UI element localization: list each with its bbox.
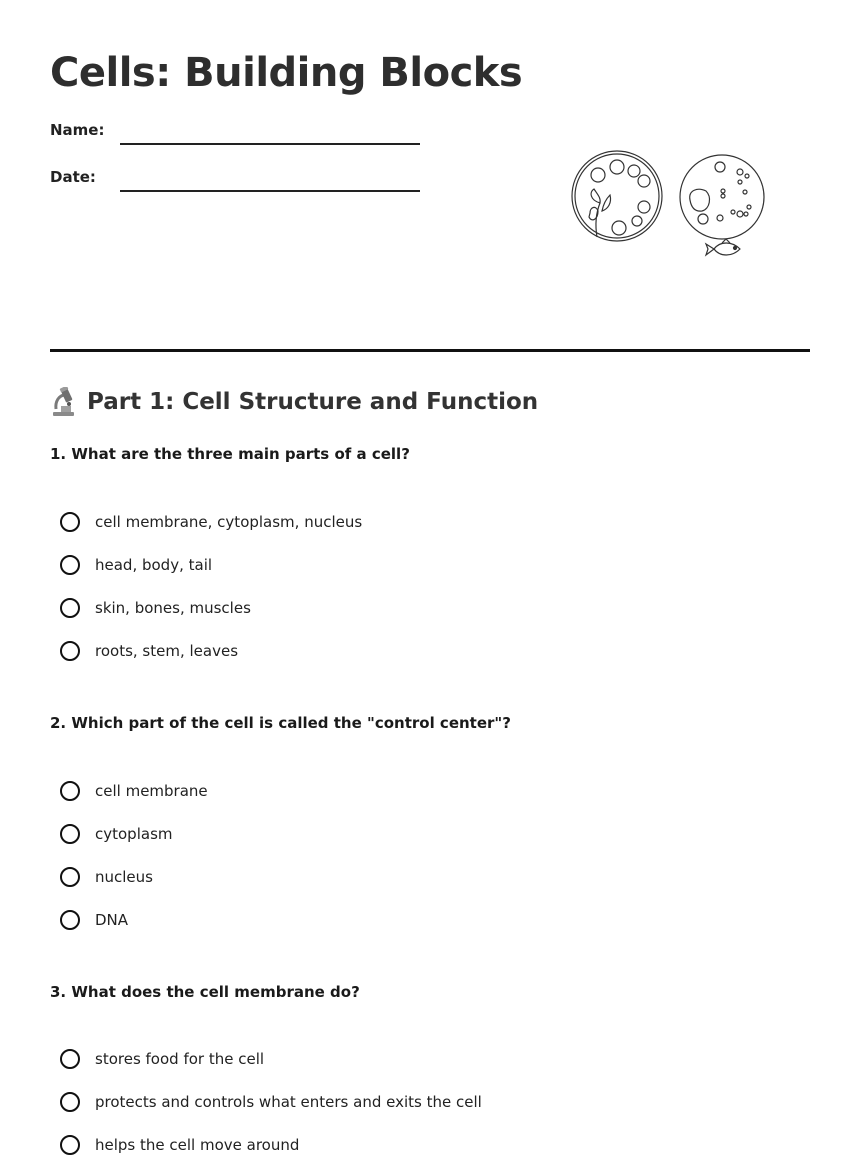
option-label: DNA	[95, 911, 129, 929]
section-heading-text: Part 1: Cell Structure and Function	[87, 389, 539, 415]
cells-illustration	[560, 145, 775, 270]
question-3: 3. What does the cell membrane do?	[50, 983, 360, 1001]
question-1: 1. What are the three main parts of a cell?	[50, 445, 410, 463]
radio-button[interactable]	[60, 555, 80, 575]
option-label: cytoplasm	[95, 825, 173, 843]
radio-button[interactable]	[60, 1092, 80, 1112]
q2-option-3[interactable]	[60, 864, 153, 890]
radio-button[interactable]	[60, 1135, 80, 1155]
radio-button[interactable]	[60, 824, 80, 844]
date-label: Date:	[50, 168, 96, 186]
section-divider	[50, 349, 810, 352]
q1-option-1[interactable]	[60, 509, 362, 535]
q3-option-1[interactable]	[60, 1046, 264, 1072]
name-field[interactable]	[120, 143, 420, 145]
q1-option-2[interactable]	[60, 552, 212, 578]
q3-option-3[interactable]	[60, 1132, 299, 1158]
radio-button[interactable]	[60, 867, 80, 887]
q2-option-1[interactable]	[60, 778, 208, 804]
q1-option-3[interactable]	[60, 595, 251, 621]
radio-button[interactable]	[60, 512, 80, 532]
option-label: cell membrane	[95, 782, 208, 800]
date-field[interactable]	[120, 190, 420, 192]
option-label: stores food for the cell	[95, 1050, 265, 1068]
radio-button[interactable]	[60, 641, 80, 661]
option-label: roots, stem, leaves	[95, 642, 239, 660]
radio-button[interactable]	[60, 910, 80, 930]
option-label: helps the cell move around	[95, 1136, 300, 1154]
q2-option-2[interactable]	[60, 821, 173, 847]
q1-option-4[interactable]	[60, 638, 238, 664]
radio-button[interactable]	[60, 1049, 80, 1069]
section-heading	[50, 387, 538, 417]
page-title: Cells: Building Blocks	[50, 50, 523, 96]
radio-button[interactable]	[60, 781, 80, 801]
radio-button[interactable]	[60, 598, 80, 618]
microscope-icon	[50, 387, 77, 417]
option-label: nucleus	[95, 868, 153, 886]
option-label: head, body, tail	[95, 556, 213, 574]
option-label: skin, bones, muscles	[95, 599, 251, 617]
option-label: cell membrane, cytoplasm, nucleus	[95, 513, 363, 531]
q2-option-4[interactable]	[60, 907, 128, 933]
q3-option-2[interactable]	[60, 1089, 482, 1115]
name-label: Name:	[50, 121, 105, 139]
question-2: 2. Which part of the cell is called the "control center"?	[50, 714, 511, 732]
option-label: protects and controls what enters and exits the cell	[95, 1093, 482, 1111]
